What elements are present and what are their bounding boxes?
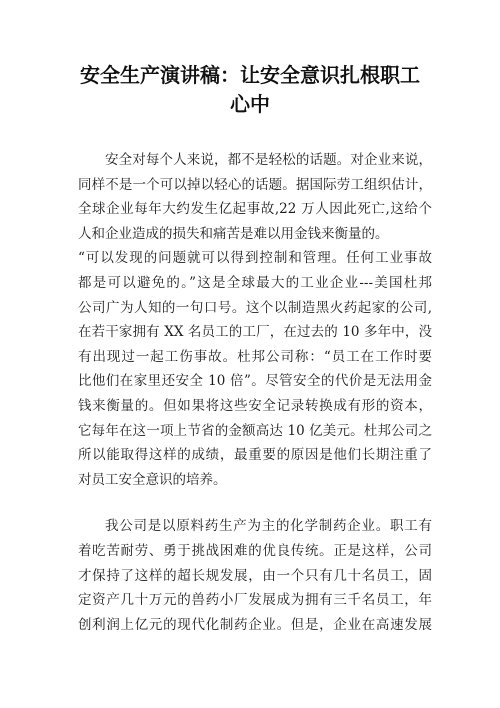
document-title: 安全生产演讲稿：让安全意识扎根职工心中 [80, 63, 420, 116]
text-line: 同样不是一个可以掉以轻心的话题。据国际劳工组织估计， [78, 176, 432, 193]
document-body [78, 148, 432, 637]
text-line: 我公司是以原料药生产为主的化学制药企业。职工有 [105, 518, 432, 535]
text-line: 钱来衡量的。但如果将这些安全记录转换成有形的资本， [78, 397, 432, 414]
text-line: 着吃苦耐劳、勇于挑战困难的优良传统。正是这样，公司 [78, 542, 432, 559]
body-paragraph [78, 246, 432, 492]
text-line: 安全对每个人来说，都不是轻松的话题。对企业来说， [105, 152, 432, 168]
text-line: 定资产几十万元的兽药小厂发展成为拥有三千名员工，年 [78, 592, 432, 609]
text-line: 所以能取得这样的成绩，最重要的原因是他们长期注重了 [78, 447, 432, 464]
text-line: 才保持了这样的超长规发展，由一个只有几十名员工，固 [78, 567, 432, 584]
text-line: 有出现过一起工伤事故。杜邦公司称：“员工在工作时要 [78, 348, 432, 365]
text-line: 创利润上亿元的现代化制药企业。但是，企业在高速发展 [78, 616, 432, 633]
text-line: 人和企业造成的损失和痛苦是难以用金钱来衡量的。 [78, 225, 389, 242]
text-line: 全球企业每年大约发生亿起事故,22 万人因此死亡,这给个 [78, 201, 432, 218]
body-paragraph [78, 148, 432, 246]
text-line: 对员工安全意识的培养。 [78, 471, 227, 488]
text-line: 它每年在这一项上节省的金额高达 10 亿美元。杜邦公司之 [78, 422, 432, 439]
text-line: 比他们在家里还安全 10 倍”。尽管安全的代价是无法用金 [78, 373, 432, 390]
body-paragraph [78, 514, 432, 637]
text-line: 公司广为人知的一句口号。这个以制造黑火药起家的公司, [78, 299, 432, 316]
text-line: “可以发现的问题就可以得到控制和管理。任何工业事故 [78, 250, 432, 267]
text-line: 都是可以避免的。”这是全球最大的工业企业---美国杜邦 [78, 274, 432, 291]
text-line: 在若干家拥有 XX 名员工的工厂，在过去的 10 多年中，没 [78, 324, 432, 341]
